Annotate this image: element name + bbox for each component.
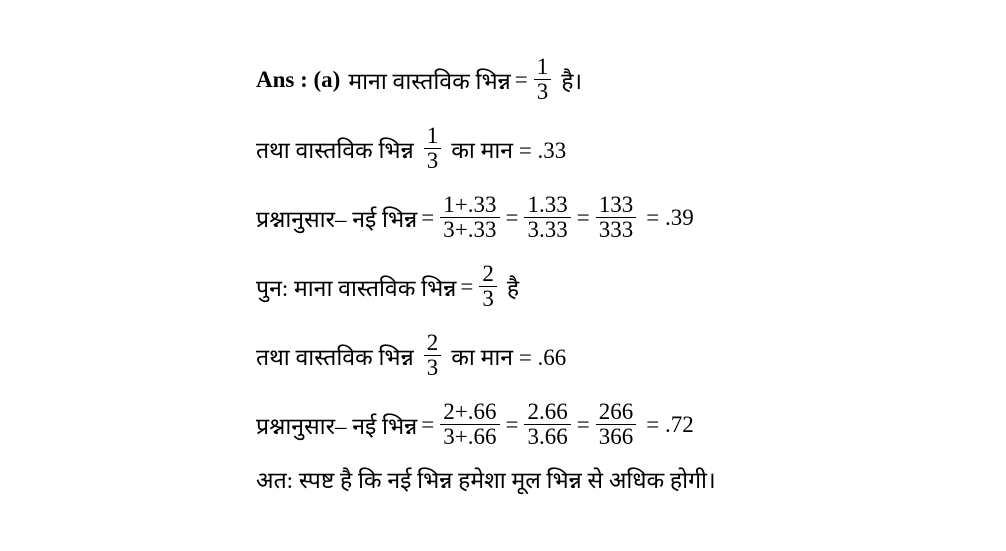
answer-line-5: [256, 331, 566, 380]
answer-line-2: [256, 124, 566, 173]
answer-line-6: [256, 400, 694, 449]
line2-text: तथा वास्तविक भिन्न: [256, 137, 414, 163]
line6-equals: =: [421, 411, 435, 437]
line3-result: = .39: [646, 204, 694, 230]
fraction-integer: $\frac{133}{333}$: [596, 193, 637, 242]
fraction-1-3: $\frac{1}{3}$: [424, 124, 442, 173]
fraction-decimal: $\frac{1.33}{3.33}$: [524, 193, 570, 242]
answer-line-1: [256, 55, 582, 104]
line3-text: प्रश्नानुसार– नई भिन्न: [256, 206, 418, 232]
fraction-1-3: $\frac{1}{3}$: [534, 55, 552, 104]
answer-line-4: [256, 262, 519, 311]
line4-text: पुन: माना वास्तविक भिन्न: [256, 275, 457, 301]
equals-sign: =: [576, 204, 590, 230]
line1-suffix: है।: [561, 68, 583, 94]
equals-sign: =: [505, 411, 519, 437]
fraction-expression: $\frac{1+.33}{3+.33}$: [440, 193, 499, 242]
line2-suffix: का मान = .33: [451, 137, 567, 163]
line4-suffix: है: [506, 275, 520, 301]
fraction-decimal: $\frac{2.66}{3.66}$: [524, 400, 570, 449]
line5-suffix: का मान = .66: [451, 344, 567, 370]
fraction-integer: $\frac{266}{366}$: [596, 400, 637, 449]
line1-equals: =: [514, 66, 528, 92]
line4-equals: =: [460, 273, 474, 299]
conclusion-text: अत: स्पष्ट है कि नई भिन्न हमेशा मूल भिन्न से अधिक होगी।: [256, 468, 716, 493]
conclusion-line: [256, 463, 716, 495]
answer-line-3: [256, 193, 694, 242]
equals-sign: =: [505, 204, 519, 230]
fraction-expression: $\frac{2+.66}{3+.66}$: [440, 400, 499, 449]
line6-result: = .72: [646, 411, 694, 437]
line6-text: प्रश्नानुसार– नई भिन्न: [256, 413, 418, 439]
fraction-2-3: $\frac{2}{3}$: [479, 262, 497, 311]
fraction-2-3: $\frac{2}{3}$: [424, 331, 442, 380]
answer-prefix: Ans : (a): [256, 66, 341, 92]
line3-equals: =: [421, 204, 435, 230]
line1-text: माना वास्तविक भिन्न: [348, 68, 511, 94]
line5-text: तथा वास्तविक भिन्न: [256, 344, 414, 370]
equals-sign: =: [576, 411, 590, 437]
